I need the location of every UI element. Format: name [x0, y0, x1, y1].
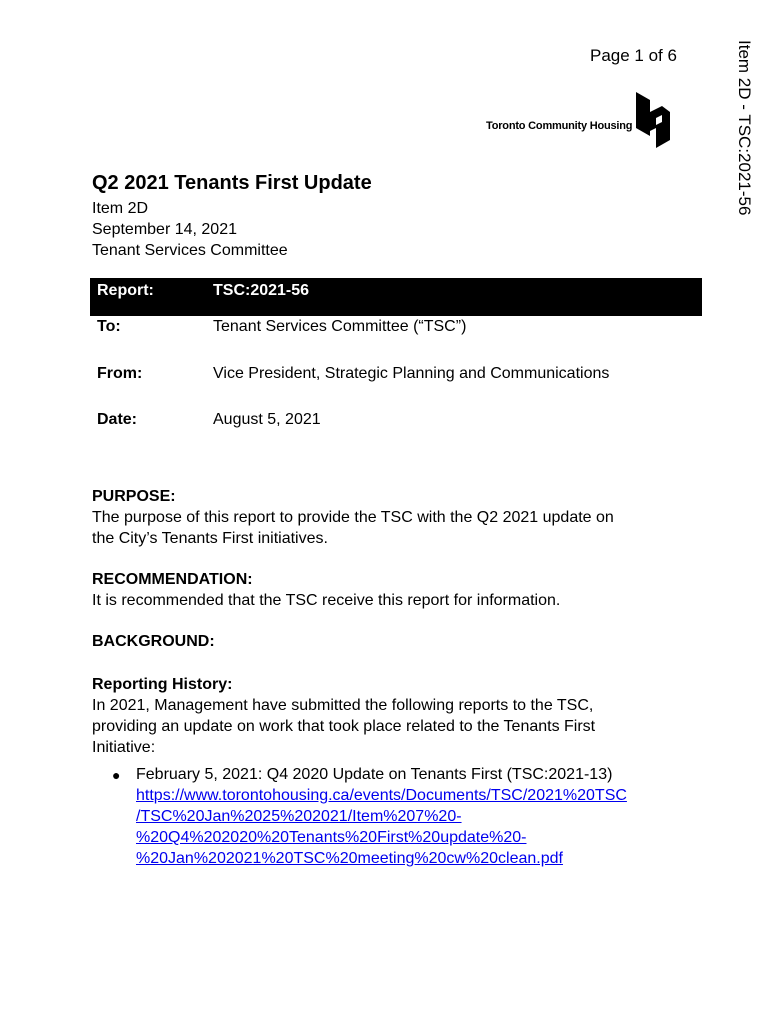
background-heading: BACKGROUND: — [92, 633, 215, 650]
to-value: Tenant Services Committee (“TSC”) — [213, 318, 467, 335]
toronto-community-housing-logo — [486, 92, 676, 152]
purpose-line: the City’s Tenants First initiatives. — [92, 530, 328, 547]
link-line[interactable]: %20Q4%202020%20Tenants%20First%20update%20- — [136, 829, 527, 846]
reporting-history-line: providing an update on work that took place related to the Tenants First — [92, 718, 596, 735]
reporting-history-line: Initiative: — [92, 739, 156, 756]
date-label: Date: — [97, 411, 138, 428]
background-section — [92, 631, 692, 652]
committee-name: Tenant Services Committee — [92, 242, 288, 259]
page-number: Page 1 of 6 — [590, 46, 677, 65]
purpose-section — [92, 486, 692, 549]
list-item-text: February 5, 2021: Q4 2020 Update on Tenants First (TSC:2021-13) — [136, 766, 613, 783]
item-number: Item 2D — [92, 200, 149, 217]
bullet-icon: ● — [112, 767, 121, 783]
purpose-line: The purpose of this report to provide the TSC with the Q2 2021 update on — [92, 509, 614, 526]
to-label: To: — [97, 318, 121, 335]
recommendation-heading: RECOMMENDATION: — [92, 571, 253, 588]
report-link[interactable] — [136, 785, 696, 869]
report-header-bar — [90, 278, 702, 316]
date-value: August 5, 2021 — [213, 411, 321, 428]
tch-logo-mark-icon — [636, 92, 672, 150]
document-title: Q2 2021 Tenants First Update — [92, 172, 372, 194]
reporting-history-section — [92, 674, 692, 758]
side-item-label — [734, 40, 760, 240]
recommendation-section — [92, 569, 692, 611]
link-line[interactable]: /TSC%20Jan%2025%202021/Item%207%20- — [136, 808, 462, 825]
side-item-label-text: Item 2D - TSC:2021-56 — [735, 40, 754, 216]
link-line[interactable]: %20Jan%202021%20TSC%20meeting%20cw%20clean.pdf — [136, 850, 563, 867]
from-label: From: — [97, 365, 143, 382]
meeting-date: September 14, 2021 — [92, 221, 237, 238]
report-number: TSC:2021-56 — [213, 282, 310, 299]
reporting-history-line: In 2021, Management have submitted the following reports to the TSC, — [92, 697, 594, 714]
recommendation-text: It is recommended that the TSC receive this report for information. — [92, 592, 561, 609]
report-label: Report: — [97, 282, 154, 299]
from-value: Vice President, Strategic Planning and Communications — [213, 365, 610, 382]
purpose-heading: PURPOSE: — [92, 488, 176, 505]
logo-text: Toronto Community Housing — [486, 120, 633, 132]
meeting-meta — [92, 198, 288, 261]
reporting-history-heading: Reporting History: — [92, 676, 233, 693]
link-line[interactable]: https://www.torontohousing.ca/events/Documents/TSC/2021%20TSC — [136, 787, 627, 804]
